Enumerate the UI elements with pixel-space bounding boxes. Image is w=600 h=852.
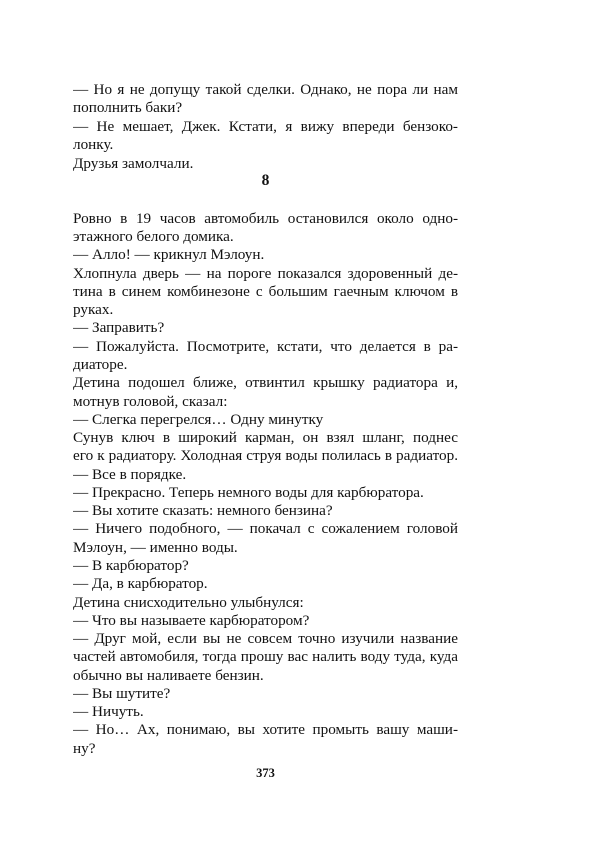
text-line: Сунув ключ в широкий карман, он взял шланг, поднес <box>73 429 458 446</box>
text-line: — Но я не допущу такой сделки. Однако, не пора ли нам <box>73 81 458 98</box>
text-line: — Да, в карбюратор. <box>73 575 208 592</box>
chapter-number: 8 <box>261 172 270 189</box>
text-line: Детина снисходительно улыбнулся: <box>73 594 304 611</box>
text-line: Детина подошел ближе, отвинтил крышку радиатора и, <box>73 374 458 391</box>
text-line: — Вы хотите сказать: немного бензина? <box>73 502 333 519</box>
text-line: Мэлоун, — именно воды. <box>73 539 238 556</box>
text-line: — Не мешает, Джек. Кстати, я вижу впереди бензоко- <box>73 118 458 135</box>
text-line: Хлопнула дверь — на пороге показался здоровенный де- <box>73 265 458 282</box>
page-number: 373 <box>256 766 275 780</box>
text-line: — Все в порядке. <box>73 466 187 483</box>
text-line: ну? <box>73 740 96 757</box>
text-line: Ровно в 19 часов автомобиль остановился около одно- <box>73 210 458 227</box>
text-line: — Что вы называете карбюратором? <box>73 612 310 629</box>
text-line: — Пожалуйста. Посмотрите, кстати, что делается в ра- <box>73 338 458 355</box>
text-line: пополнить баки? <box>73 99 183 116</box>
text-line: — Прекрасно. Теперь немного воды для карбюратора. <box>73 484 424 501</box>
text-line: тина в синем комбинезоне с большим гаечным ключом в <box>73 283 458 300</box>
text-line: — Ничуть. <box>73 703 144 720</box>
text-line: — Слегка перегрелся… Одну минутку <box>73 411 324 428</box>
text-line: мотнув головой, сказал: <box>73 393 228 410</box>
text-line: лонку. <box>73 136 114 153</box>
text-line: — Но… Ах, понимаю, вы хотите промыть вашу маши- <box>73 721 458 738</box>
text-line: — Друг мой, если вы не совсем точно изучили название <box>73 630 458 647</box>
text-line: его к радиатору. Холодная струя воды полилась в радиатор. <box>73 447 458 464</box>
text-line: — Ничего подобного, — покачал с сожалением головой <box>73 520 458 537</box>
text-line: частей автомобиля, тогда прошу вас налить воду туда, куда <box>73 648 458 665</box>
text-line: обычно вы наливаете бензин. <box>73 667 264 684</box>
text-line: — Алло! — крикнул Мэлоун. <box>73 246 265 263</box>
text-line: — Заправить? <box>73 319 165 336</box>
text-line: — Вы шутите? <box>73 685 171 702</box>
text-line: Друзья замолчали. <box>73 155 194 172</box>
text-line: руках. <box>73 301 114 318</box>
text-line: диаторе. <box>73 356 128 373</box>
text-line: этажного белого домика. <box>73 228 234 245</box>
text-line: — В карбюратор? <box>73 557 189 574</box>
